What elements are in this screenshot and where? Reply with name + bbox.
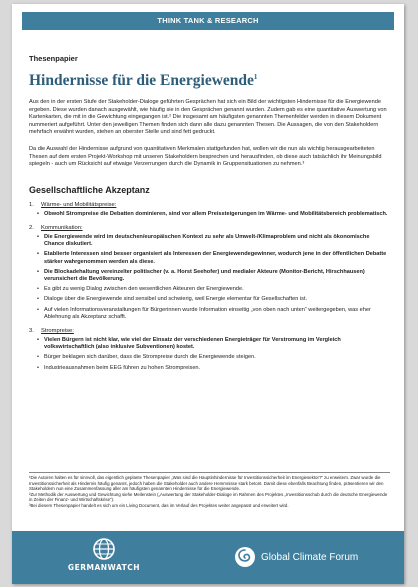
document-page	[12, 4, 404, 584]
title-text: Hindernisse für die Energiewende	[29, 72, 254, 89]
list-item: • Die Blockadehaltung vereinzelter politischer (v. a. Horst Seehofer) und medialer Akteure (Monitor-Bericht, Hirschhausen) verunsichert die Bevölkerung.	[44, 269, 390, 283]
list-item: • Obwohl Strompreise die Debatten dominieren, sind vor allem Preissteigerungen im Wärme- und Mobilitätsbereich problematisch.	[44, 211, 390, 218]
list-item: • Die Energiewende wird im deutschen/europäischen Kontext zu sehr als Umwelt-/Klimaproblem und nicht als ökonomische Chance diskutiert.	[44, 234, 390, 248]
topic-label: Strompreise:	[41, 327, 74, 334]
document-content	[29, 54, 390, 372]
footnote: ²Zur Methodik der Auswertung und Gewichtung siehe Meilenstein („Auswertung der Stakeholder-Dialoge im Rahmen des Projektes „Investitionsschub durch die deutsche Energiewende in Zeiten der Finanz- und Wirtschaftskrise“).	[29, 491, 388, 503]
topic-number: 3.	[29, 327, 34, 334]
document-title	[29, 72, 390, 90]
topic-heading	[29, 202, 390, 208]
topic-heading	[29, 328, 390, 334]
spiral-icon	[234, 546, 256, 568]
footnote: ¹Die Autoren halten es für sinnvoll, das eigentlich geplante Thesenpapier „Was sind die Hauptinhindernisse für Investitionssicherheit im Energiesektor?“ zu erweitern. Zwar wurde die Investitionssicherheit als Hindernis häufig genannt, jedoch haben die Stakeholder auch andere Hemmnisse stark betont. Damit diese ebenfalls Beachtung finden, präsentieren wir den Stakeholdern nun eine Zusammenfassung aller am häufigsten genannten Hindernisse für die Energiewende.	[29, 475, 384, 492]
list-item: • Vielen Bürgern ist nicht klar, wie viel der Einsatz der verschiedenen Energieträger für Verstromung im Vergleich volkswirtschaftlich (also inklusive Subventionen) kostet.	[44, 337, 390, 351]
list-item: • Auf vielen Informationsveranstaltungen für Bürgerinnen wurde Information einseitig „von oben nach unten“ weitergegeben, was eher Ablehnung als Akzeptanz schafft.	[44, 307, 390, 321]
list-item: • Industrieausnahmen beim EEG führen zu hohen Strompreisen.	[44, 365, 390, 372]
header-bar	[22, 12, 394, 30]
footnotes	[29, 472, 390, 509]
topic-label: Wärme- und Mobilitätspreise:	[41, 201, 117, 208]
header-label: THINK TANK & RESEARCH	[157, 16, 259, 25]
section-title: Gesellschaftliche Akzeptanz	[29, 184, 150, 195]
intro-paragraph: Aus den in der ersten Stufe der Stakeholder-Dialoge geführten Gesprächen hat sich ein Bild der wichtigsten Hindernisse für die Energiewende ergeben. Diese wurden danach ausgewählt, wie häufig sie in den Gesprächen genannt wurden. Zudem gab es eine quantitative Auswertung von Kartenkarten, die mit in die Gewichtung eingegangen ist.² Die insgesamt am häufigsten genannten Themenfelder werden in diesem Dokument nummeriert aufgeführt. Unter den jeweiligen Themen finden sich dann alle dazu genannten Thesen. Die Aussagen, die von den Stakeholdern mehrfach erwähnt wurden, stehen an oberster Stelle und sind fett gedruckt.	[29, 99, 387, 136]
list-item: • Etablierte Interessen sind besser organisiert als Interessen der Energiewendegewinner, wodurch jene in der öffentlichen Debatte stärker wahrgenommen werden als diese.	[44, 251, 390, 265]
topic-group-2	[29, 225, 390, 321]
list-item: • Bürger beklagen sich darüber, dass die Strompreise durch die Energiewende steigen.	[44, 354, 390, 361]
title-footnote-ref: 1	[253, 72, 258, 81]
topic-label: Kommunikation:	[41, 224, 83, 231]
topic-number: 2.	[29, 224, 34, 231]
document-subtitle: Thesenpapier	[29, 54, 78, 63]
germanwatch-logo-text: GERMANWATCH	[67, 563, 141, 572]
global-climate-forum-logo	[234, 546, 358, 568]
intro-paragraph: Da die Auswahl der Hindernisse aufgrund von quantitativen Merkmalen stattgefunden hat, wollen wir die nun als wichtig herausgearbeiteten Thesen auf dem ersten Projekt-Workshop mit unseren Stakeholdern besprechen und herausfinden, ob diese auch tatsächlich ihr Meinungsbild spiegeln - auch um Rücksicht auf etwaige Verzerrungen durch die Dynamik in Gruppensituationen zu nehmen.³	[29, 145, 382, 168]
list-item: • Es gibt zu wenig Dialog zwischen den wesentlichen Akteuren der Energiewende.	[44, 286, 390, 293]
topic-group-1	[29, 202, 390, 218]
footer-bar	[12, 531, 404, 584]
topic-number: 1.	[29, 201, 34, 208]
footnote: ³Bei diesem Thesenpapier handelt es sich um ein Living Document, das im Verlauf des Projektes weiter angepasst und erweitert wird.	[29, 502, 289, 508]
germanwatch-logo	[64, 537, 144, 572]
list-item: • Dialoge über die Energiewende sind sensibel und schwierig, weil Energie elementar für Gesellschaften ist.	[44, 296, 390, 303]
topic-group-3	[29, 328, 390, 372]
topic-heading	[29, 225, 390, 231]
global-climate-forum-logo-text: Global Climate Forum	[261, 551, 359, 563]
globe-icon	[92, 537, 116, 561]
